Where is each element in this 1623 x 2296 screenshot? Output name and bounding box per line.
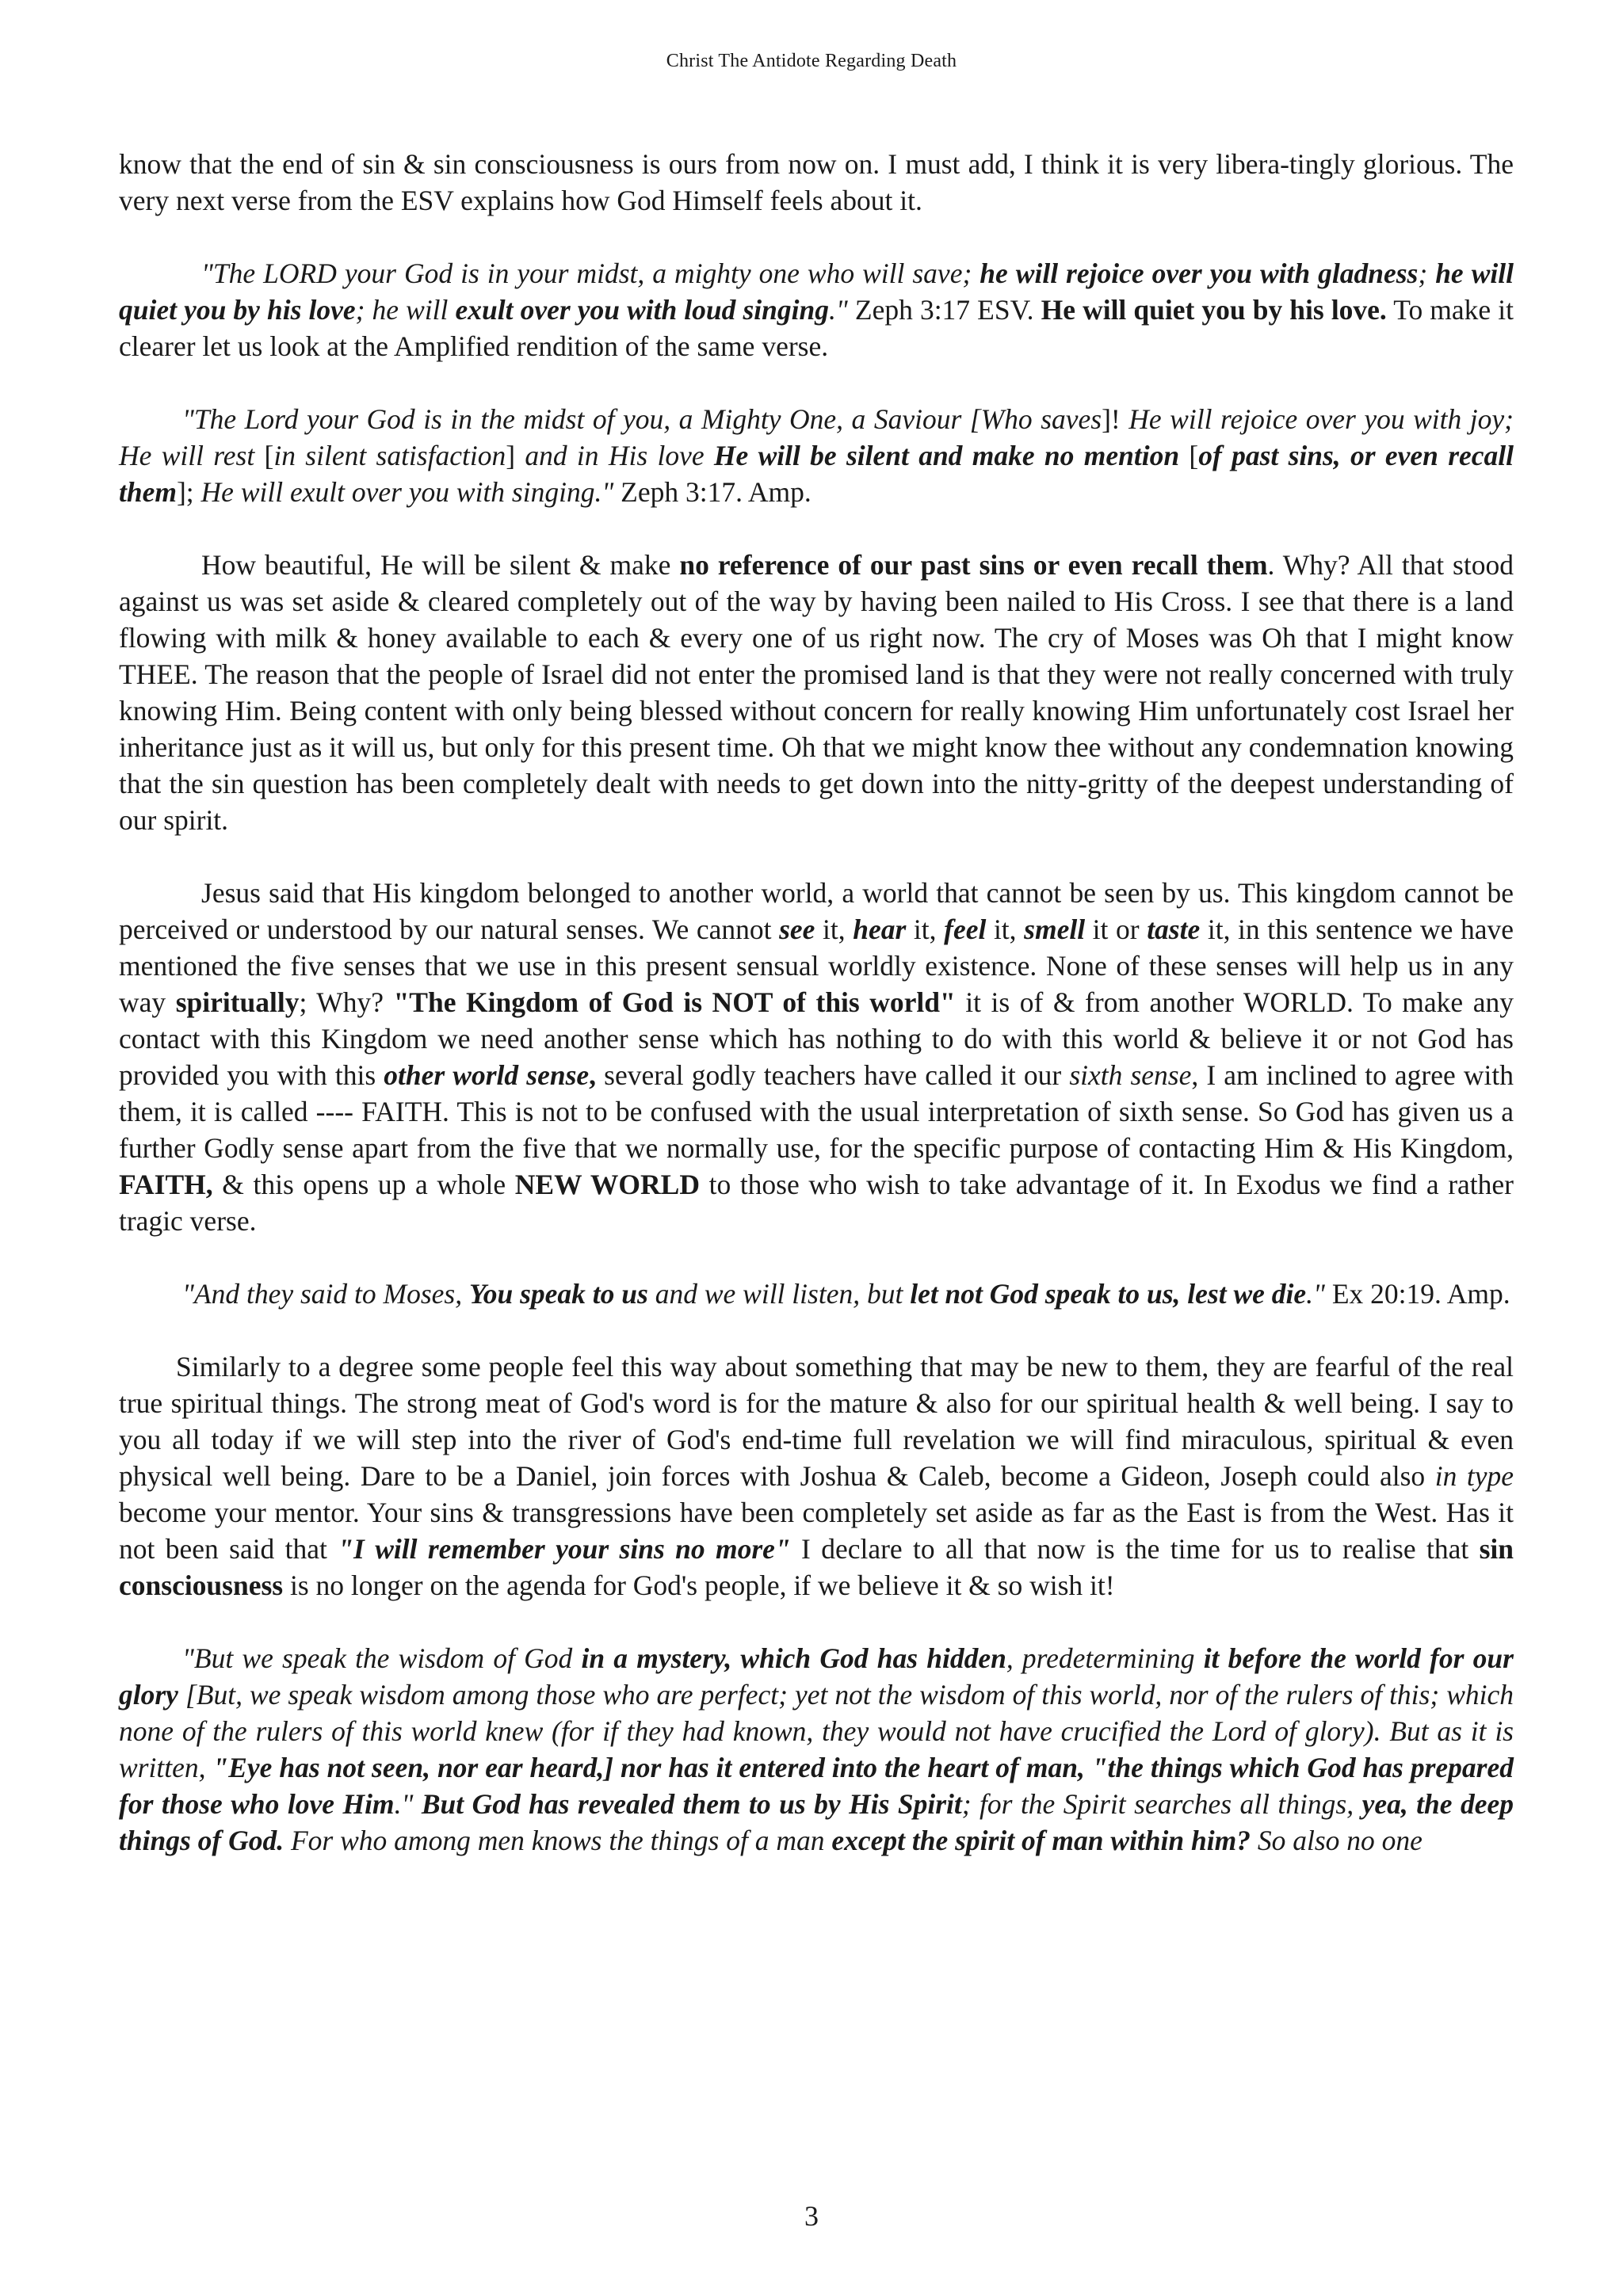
text-run: ; he will [355, 294, 456, 326]
paragraph-p2 [119, 255, 1514, 364]
text-run: become your mentor. Your sins & transgressions have been completely set aside as far as the East is from the West. Has it not been said that [119, 1497, 1514, 1565]
text-run: sin consciousness [119, 1533, 1514, 1601]
text-run: exult over you with loud singing [455, 294, 830, 326]
text-run: Similarly to a degree some people feel this way about something that may be new to them, they are fearful of the real true spiritual things. The strong meat of God's word is for the mature & also for our spiritual health & well being. I say to you all today if we will step into the river of God's end-time full revelation we will find miraculous, spiritual & even physical well being. Dare to be a Daniel, join forces with Joshua & Caleb, become a Gideon, Joseph could also [119, 1351, 1514, 1492]
text-run: Zeph 3:17. Amp. [613, 476, 812, 508]
text-run [582, 1642, 1006, 1674]
paragraph-p4 [119, 547, 1514, 838]
running-header: Christ The Antidote Regarding Death [666, 51, 957, 71]
text-run: "But we speak the wisdom of God [182, 1642, 582, 1674]
text-run: Jesus said that His kingdom belonged to another world, a world that cannot be seen by us. This kingdom cannot be perceived or understood by our natural senses. We cannot [119, 877, 1514, 945]
text-run: & this opens up a whole [212, 1169, 515, 1200]
text-run: several godly teachers have called it our [596, 1059, 1070, 1091]
text-run: smell [1024, 913, 1086, 945]
text-run: it before the world for our glory [119, 1642, 1514, 1711]
text-run: ]! [1102, 403, 1129, 435]
text-run: ; Why? [299, 986, 394, 1018]
text-run: it, in this sentence we have mentioned the five senses that we use in this present sensual worldly existence. None of these senses will help us in any way [119, 913, 1514, 1018]
text-run: "Eye has not seen, nor ear heard,] nor has it entered into the heart of man, "the things which God has prepared for those who love Him [119, 1752, 1514, 1820]
text-run [714, 440, 1179, 471]
text-run: ]; [176, 476, 201, 508]
text-run [853, 913, 906, 945]
text-run: . Why? All that stood against us was set aside & cleared completely out of the way by having been nailed to His Cross. I see that there is a land flowing with milk & honey available to each & every one of us right now. The cry of Moses was Oh that I might know THEE. The reason that the people of Israel did not enter the promised land is that they were not really concerned with truly knowing Him. Being content with only being blessed without concern for really knowing Him unfortunately cost Israel her inheritance just as it will us, but only for this present time. Oh that we might know thee without any condemnation knowing that the sin question has been completely dealt with needs to get down into the nitty-gritty of the deepest understanding of our spirit. [119, 549, 1514, 836]
text-run: it or [1085, 913, 1148, 945]
text-run [980, 257, 1418, 289]
paragraph-p3 [119, 401, 1514, 510]
text-run: it, [815, 913, 854, 945]
text-run: He will exult over you with singing." [200, 476, 614, 508]
text-run: NEW WORLD [514, 1169, 700, 1200]
text-run: He will be silent and make no mention [713, 440, 1180, 471]
text-run: it, [906, 913, 945, 945]
paragraph-p6 [119, 1276, 1514, 1312]
text-run: [ [264, 440, 274, 471]
text-run: ; [1418, 257, 1436, 289]
text-run: FAITH, [119, 1169, 213, 1200]
text-run: But God has revealed them to us by His Spirit [413, 1788, 962, 1820]
text-run: he will quiet you by his love [119, 257, 1514, 326]
paragraph-p7 [119, 1348, 1514, 1604]
text-run [1147, 913, 1200, 945]
text-run: [But, we speak wisdom among those who are perfect; yet not the wisdom of this world, nor of the rulers of this; which none of the rulers of this world knew (for if they had known, they would not have crucified the Lord of glory). But as it is written, [119, 1679, 1514, 1783]
text-run: in type [1434, 1460, 1514, 1492]
text-run: is no longer on the agenda for God's people, if we believe it & so wish it! [283, 1569, 1115, 1601]
text-run: spiritually [175, 986, 300, 1018]
body-text [119, 146, 1514, 1895]
text-run [1024, 913, 1085, 945]
text-run: ] [506, 440, 525, 471]
text-run: "The LORD your God is in your midst, a mighty one who will save; [201, 257, 980, 289]
text-run: sixth sense [1069, 1059, 1192, 1091]
text-run: know that the end of sin & sin consciousness is ours from now on. I must add, I think it is very libera-tingly glorious. The very next verse from the ESV explains how God Himself feels about it. [119, 148, 1514, 216]
text-run: to those who wish to take advantage of it. In Exodus we find a rather tragic verse. [119, 1169, 1514, 1237]
text-run: no reference of our past sins or even recall them [679, 549, 1268, 581]
text-run: "The Kingdom of God is NOT of this world" [393, 986, 956, 1018]
text-run: let not God speak to us, lest we die [910, 1278, 1307, 1310]
text-run: see [779, 913, 815, 945]
paragraph-p5 [119, 875, 1514, 1239]
text-run [944, 913, 986, 945]
text-run: ." [829, 294, 848, 326]
text-run [413, 1788, 961, 1820]
text-run: ." [1306, 1278, 1325, 1310]
text-run: Ex 20:19. Amp. [1324, 1278, 1510, 1310]
text-run: Zeph 3:17 ESV. [847, 294, 1041, 326]
text-run: He will quiet you by his love. [1041, 294, 1387, 326]
text-run: So also no one [1251, 1825, 1423, 1856]
text-run: , [589, 1059, 597, 1091]
text-run: in silent satisfaction [273, 440, 506, 471]
text-run: it, [986, 913, 1025, 945]
text-run: except the spirit of man within him? [831, 1825, 1251, 1856]
text-run: and in His love [525, 440, 714, 471]
page-number: 3 [804, 2200, 819, 2232]
text-run [779, 913, 815, 945]
text-run: in a mystery, which God has hidden [581, 1642, 1006, 1674]
paragraph-p1 [119, 146, 1514, 219]
text-run: [ [1179, 440, 1199, 471]
text-run: it is of & from another WORLD. To make any contact with this Kingdom we need another sense which has nothing to do with this world & believe it or not God has provided you with this [119, 986, 1514, 1091]
text-run: You speak to us [468, 1278, 648, 1310]
text-run: yea, the deep things of God. [119, 1788, 1514, 1856]
text-run: other world sense [384, 1059, 590, 1091]
text-run: he will rejoice over you with gladness [980, 257, 1419, 289]
text-run: He will rejoice over you with joy; He will rest [119, 403, 1514, 471]
text-run: , I am inclined to agree with them, it is called ---- FAITH. This is not to be confused with the usual interpretation of sixth sense. So God has given us a further Godly sense apart from the five that we normally use, for the specific purpose of contacting Him & His Kingdom, [119, 1059, 1514, 1164]
text-run: hear [853, 913, 907, 945]
text-run: How beautiful, He will be silent & make [201, 549, 680, 581]
text-run: of past sins, or even recall them [119, 440, 1514, 508]
text-run [338, 1533, 790, 1565]
text-run: "The Lord your God is in the midst of you, a Mighty One, a Saviour [Who saves [182, 403, 1102, 435]
text-run: For who among men knows the things of a man [284, 1825, 832, 1856]
text-run: "I will remember your sins no more" [338, 1533, 791, 1565]
text-run [831, 1825, 1251, 1856]
text-run: ; for the Spirit searches all things, [961, 1788, 1362, 1820]
text-run: feel [944, 913, 987, 945]
text-run [469, 1278, 648, 1310]
text-run [384, 1059, 589, 1091]
text-run: I declare to all that now is the time for us to realise that [790, 1533, 1480, 1565]
text-run [456, 294, 830, 326]
text-run: and we will listen, but [647, 1278, 911, 1310]
text-run: ." [394, 1788, 414, 1820]
text-run [910, 1278, 1306, 1310]
text-run: taste [1147, 913, 1201, 945]
text-run: To make it clearer let us look at the Amplified rendition of the same verse. [119, 294, 1514, 362]
text-run: , predetermining [1006, 1642, 1204, 1674]
text-run: "And they said to Moses, [182, 1278, 469, 1310]
paragraph-p8 [119, 1640, 1514, 1859]
